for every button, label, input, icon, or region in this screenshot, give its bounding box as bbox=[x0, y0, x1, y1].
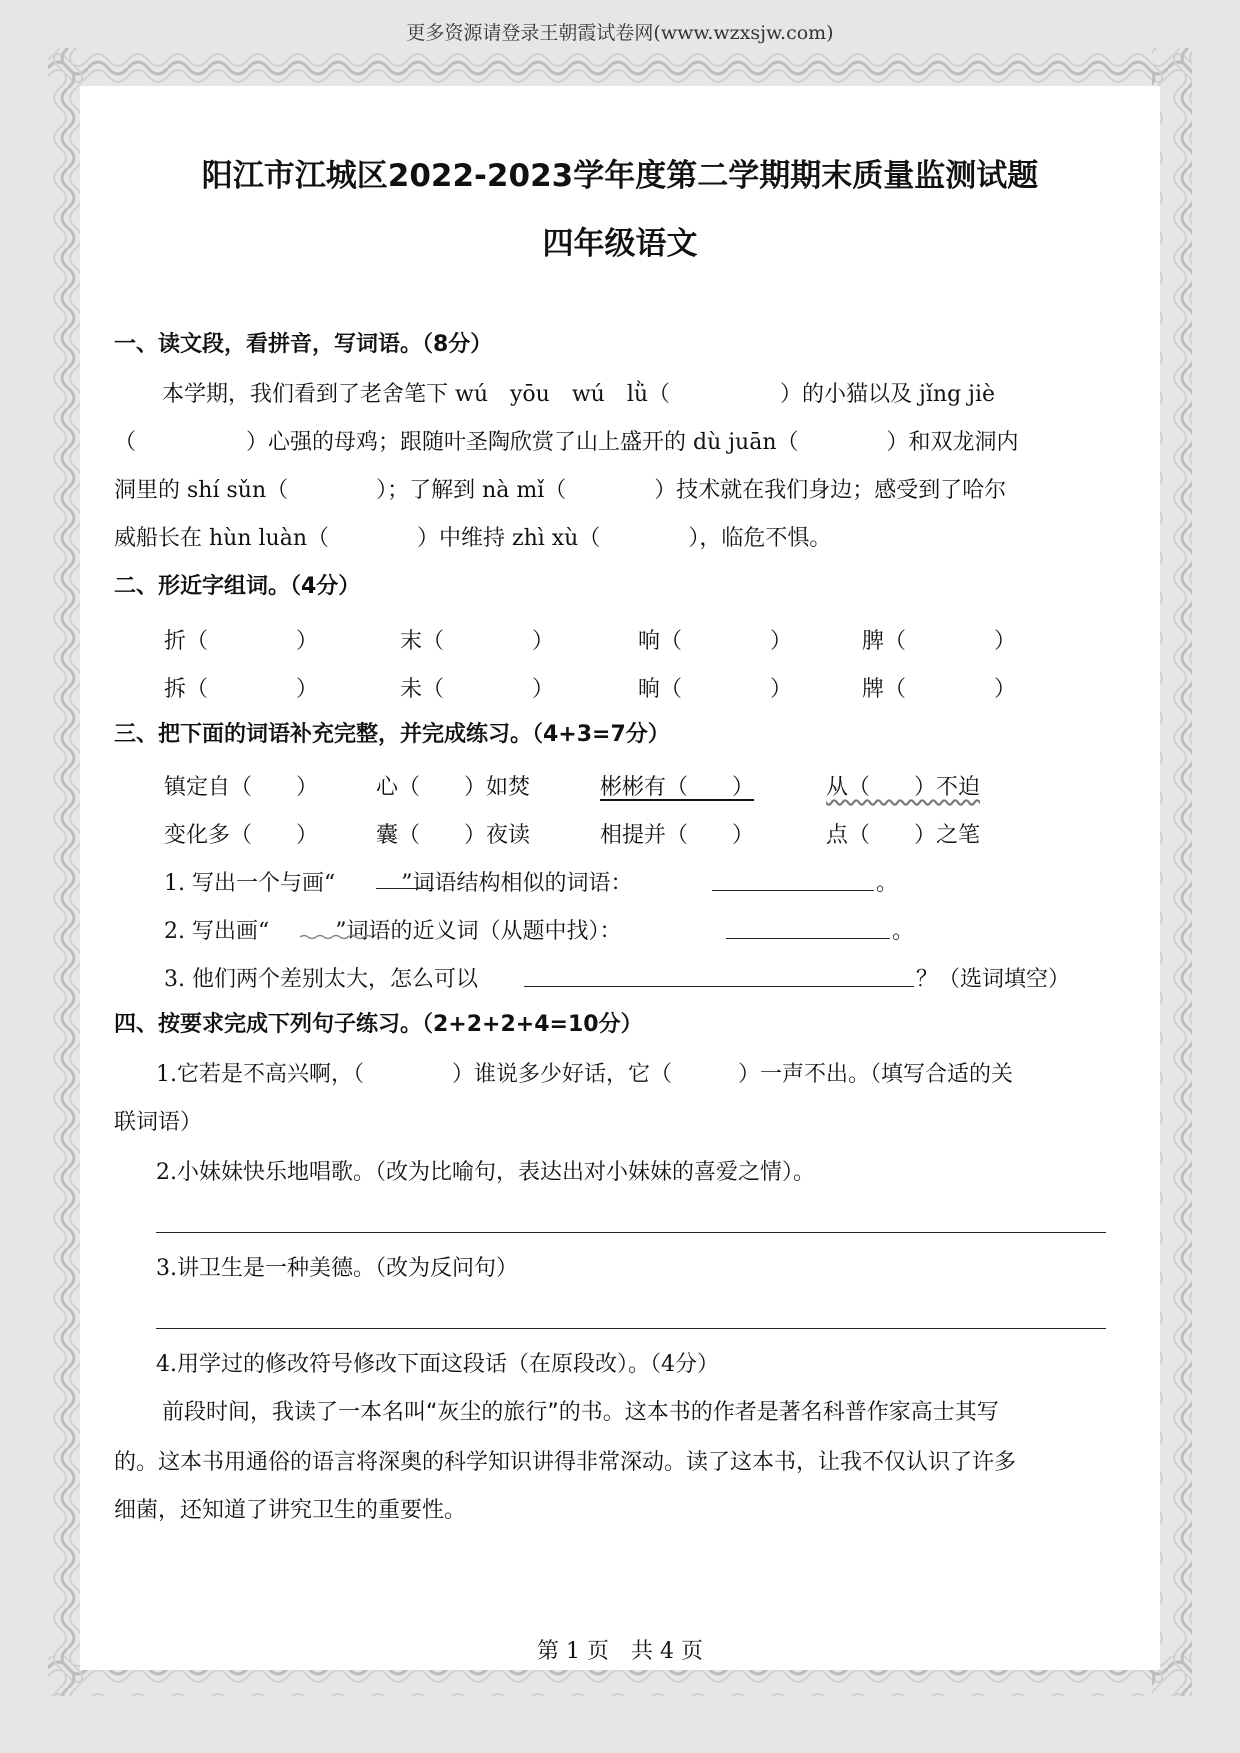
page-number: 第 1 页 共 4 页 bbox=[537, 1639, 703, 1664]
question-3-3-end: ？（选词填空） bbox=[916, 967, 1071, 992]
exam-title: 阳江市江城区2022-2023学年度第二学期期末质量监测试题 bbox=[201, 158, 1039, 194]
question-4-1-cont: 联词语） bbox=[114, 1110, 203, 1135]
question-3-1: 1. 写出一个与画“ ”词语结构相似的词语： bbox=[164, 871, 633, 896]
passage-line-3: 细菌，还知道了讲究卫生的重要性。 bbox=[114, 1498, 467, 1523]
idiom-item: 镇定自（ ） bbox=[164, 775, 319, 800]
site-header: 更多资源请登录王朝霞试卷网(www.wzxsjw.com) bbox=[406, 22, 834, 44]
passage-line-1: 前段时间，我读了一本名叫“灰尘的旅行”的书。这本书的作者是著名科普作家高士其写 bbox=[162, 1400, 999, 1425]
idiom-item: 相提并（ ） bbox=[600, 823, 755, 848]
word-item: 晌（ ） bbox=[638, 677, 793, 702]
question-3-1-end: 。 bbox=[876, 871, 899, 896]
word-item: 脾（ ） bbox=[862, 629, 1017, 654]
answer-line[interactable] bbox=[726, 938, 890, 939]
word-item: 牌（ ） bbox=[862, 677, 1017, 702]
section-1-line-4: 威船长在 hùn luàn（ ）中维持 zhì xù（ ），临危不惧。 bbox=[114, 526, 832, 551]
section-4-heading: 四、按要求完成下列句子练习。（2+2+2+4=10分） bbox=[114, 1012, 643, 1037]
idiom-item: 心（ ）如焚 bbox=[376, 775, 531, 800]
question-4-4: 4.用学过的修改符号修改下面这段话（在原段改）。（4分） bbox=[156, 1352, 719, 1377]
answer-line[interactable] bbox=[524, 986, 914, 987]
section-1-line-1: 本学期，我们看到了老舍笔下 wú yōu wú lǜ（ ）的小猫以及 jǐng jiè bbox=[162, 382, 996, 407]
question-3-3: 3. 他们两个差别太大，怎么可以 bbox=[164, 967, 478, 992]
idiom-item: 变化多（ ） bbox=[164, 823, 319, 848]
word-item: 响（ ） bbox=[638, 629, 793, 654]
idiom-item: 点（ ）之笔 bbox=[826, 823, 981, 848]
question-4-2: 2.小妹妹快乐地唱歌。（改为比喻句，表达出对小妹妹的喜爱之情）。 bbox=[156, 1160, 815, 1185]
question-3-2-end: 。 bbox=[892, 919, 915, 944]
answer-line[interactable] bbox=[156, 1328, 1106, 1329]
underline-sample bbox=[376, 888, 434, 889]
question-4-3: 3.讲卫生是一种美德。（改为反问句） bbox=[156, 1256, 518, 1281]
word-item: 折（ ） bbox=[164, 629, 319, 654]
idiom-item: 囊（ ）夜读 bbox=[376, 823, 531, 848]
section-3-heading: 三、把下面的词语补充完整，并完成练习。（4+3=7分） bbox=[114, 722, 670, 747]
exam-subtitle: 四年级语文 bbox=[542, 226, 698, 262]
section-1-heading: 一、读文段，看拼音，写词语。（8分） bbox=[114, 332, 493, 357]
section-1-line-2: （ ）心强的母鸡；跟随叶圣陶欣赏了山上盛开的 dù juān（ ）和双龙洞内 bbox=[114, 430, 1019, 455]
word-item: 拆（ ） bbox=[164, 677, 319, 702]
section-2-heading: 二、形近字组词。（4分） bbox=[114, 574, 361, 599]
wavy-sample bbox=[300, 934, 376, 940]
passage-line-2: 的。这本书用通俗的语言将深奥的科学知识讲得非常深动。读了这本书，让我不仅认识了许多 bbox=[114, 1450, 1017, 1475]
answer-line[interactable] bbox=[156, 1232, 1106, 1233]
idiom-item-underlined: 彬彬有（ ） bbox=[600, 775, 755, 800]
question-4-1: 1.它若是不高兴啊，（ ）谁说多少好话，它（ ）一声不出。（填写合适的关 bbox=[156, 1062, 1013, 1087]
answer-line[interactable] bbox=[712, 890, 874, 891]
word-item: 未（ ） bbox=[400, 677, 555, 702]
word-item: 末（ ） bbox=[400, 629, 555, 654]
question-3-2: 2. 写出画“ ”词语的近义词（从题中找）： bbox=[164, 919, 622, 944]
idiom-item-wavy: 从（ ）不迫 bbox=[826, 775, 981, 800]
section-1-line-3: 洞里的 shí sǔn（ ）；了解到 nà mǐ（ ）技术就在我们身边；感受到了哈尔 bbox=[114, 478, 1007, 503]
